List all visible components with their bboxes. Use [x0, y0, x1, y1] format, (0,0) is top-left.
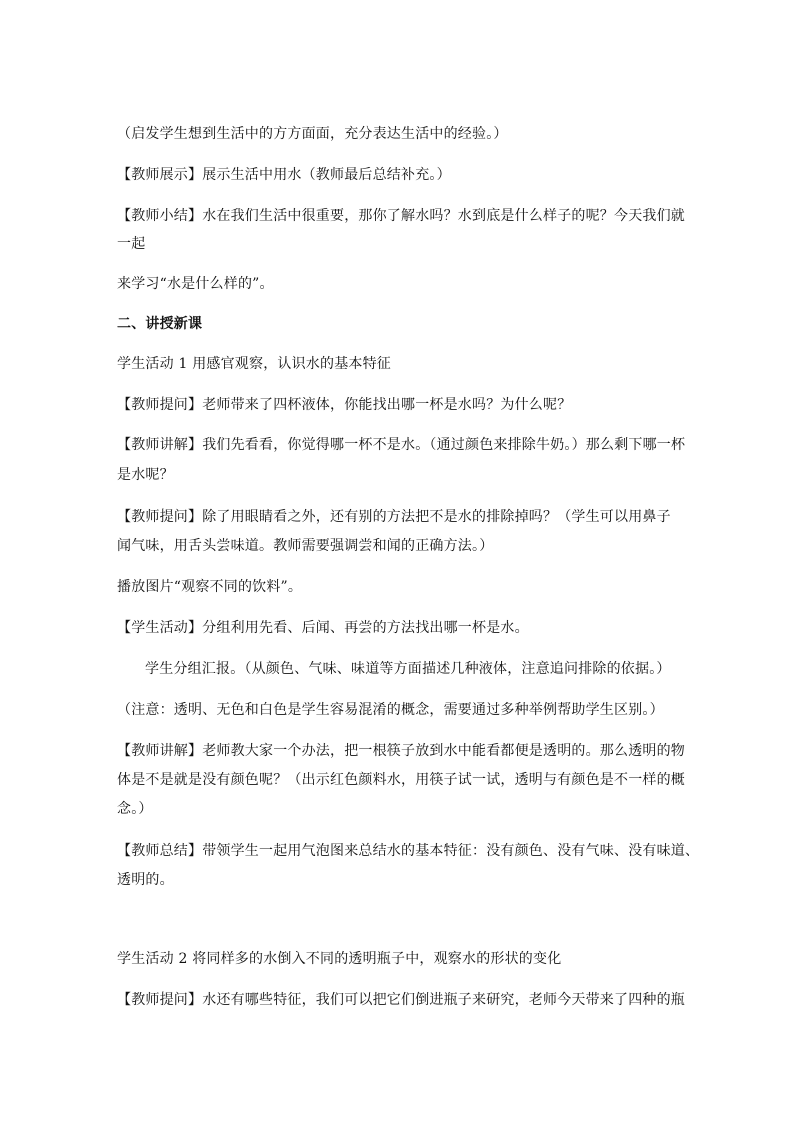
paragraph-line: 是水呢？	[117, 467, 174, 483]
paragraph-line: 闻气味，用舌头尝味道。教师需要强调尝和闻的正确方法。）	[117, 538, 494, 554]
paragraph-line: 【教师小结】水在我们生活中很重要，那你了解水吗？水到底是什么样子的呢？今天我们就	[117, 208, 685, 224]
activity-heading: 学生活动 1 用感官观察，认识水的基本特征	[117, 356, 392, 372]
paragraph-line: 播放图片“观察不同的饮料”。	[117, 579, 303, 595]
paragraph-line: 透明的。	[117, 872, 174, 888]
paragraph-line: （启发学生想到生活中的方方面面，充分表达生活中的经验。）	[117, 126, 508, 142]
paragraph-line: 【教师展示】展示生活中用水（教师最后总结补充。）	[117, 167, 451, 183]
section-heading: 二、讲授新课	[117, 316, 203, 332]
paragraph-line: 【教师讲解】我们先看看，你觉得哪一杯不是水。（通过颜色来排除牛奶。）那么剩下哪一杯	[117, 437, 686, 453]
paragraph-line: 一起	[117, 236, 146, 252]
paragraph-line: 【教师提问】除了用眼睛看之外，还有别的方法把不是水的排除掉吗？（学生可以用鼻子	[117, 509, 671, 525]
activity-heading: 学生活动 2 将同样多的水倒入不同的透明瓶子中，观察水的形状的变化	[117, 951, 562, 967]
paragraph-line: 【教师总结】带领学生一起用气泡图来总结水的基本特征：没有颜色、没有气味、没有味道、	[117, 843, 700, 859]
paragraph-line: 学生分组汇报。（从颜色、气味、味道等方面描述几种液体，注意追问排除的依据。）	[145, 661, 671, 677]
paragraph-line: 【教师讲解】老师教大家一个办法，把一根筷子放到水中能看都便是透明的。那么透明的物	[117, 743, 685, 759]
paragraph-line: 【学生活动】分组利用先看、后闻、再尝的方法找出哪一杯是水。	[117, 620, 529, 636]
paragraph-line: 体是不是就是没有颜色呢？（出示红色颜料水，用筷子试一试，透明与有颜色是不一样的概	[117, 772, 685, 788]
paragraph-line: 念。）	[117, 801, 153, 817]
paragraph-line: 【教师提问】水还有哪些特征，我们可以把它们倒进瓶子来研究，老师今天带来了四种的瓶	[117, 992, 685, 1008]
paragraph-line: 来学习“水是什么样的”。	[117, 276, 274, 292]
note-line: （注意：透明、无色和白色是学生容易混淆的概念，需要通过多种举例帮助学生区别。）	[117, 702, 664, 718]
paragraph-line: 【教师提问】老师带来了四杯液体，你能找出哪一杯是水吗？为什么呢？	[117, 397, 572, 413]
